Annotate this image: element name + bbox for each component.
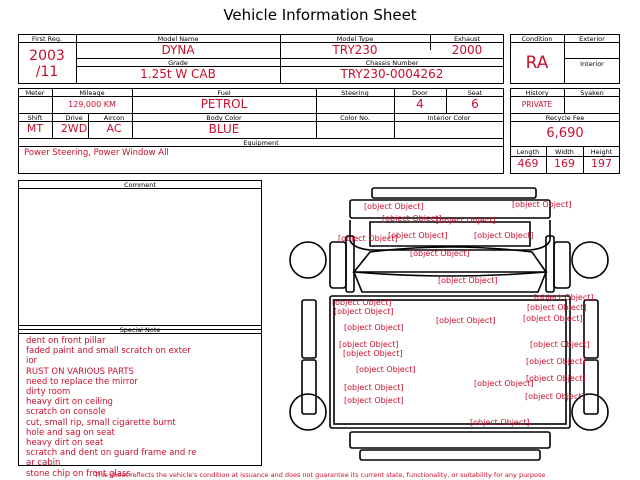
recycle-fee-value: 6,690 bbox=[546, 126, 584, 141]
grade-value: 1.25t W CAB bbox=[140, 67, 216, 81]
interior-label: Interior bbox=[580, 60, 604, 68]
mileage-value: 129,000 KM bbox=[68, 100, 116, 109]
exterior-label: Exterior bbox=[579, 35, 605, 43]
disclaimer-footer: This sheet reflects the vehicle's condition at issuance and does not guarantee its current state, functionality, or suitability for any purpose bbox=[94, 471, 546, 479]
damage-mark: [object Object] bbox=[436, 216, 496, 225]
syaken-label: Syaken bbox=[580, 89, 604, 97]
fuel-value: PETROL bbox=[200, 97, 248, 111]
interior-color-label: Interior Color bbox=[427, 114, 471, 122]
damage-mark: [object Object] bbox=[526, 357, 586, 366]
length-label: Length bbox=[516, 148, 540, 156]
exhaust-label: Exhaust bbox=[453, 35, 481, 43]
special-note-item: RUST ON VARIOUS PARTS bbox=[26, 366, 134, 377]
condition-value: RA bbox=[525, 53, 549, 73]
door-label: Door bbox=[412, 89, 428, 97]
door-value: 4 bbox=[416, 97, 424, 111]
fuel-label: Fuel bbox=[217, 89, 231, 97]
model-type-value: TRY230 bbox=[332, 43, 378, 57]
height-value: 197 bbox=[591, 157, 612, 170]
meter-label: Meter bbox=[25, 89, 45, 97]
steering-label: Steering bbox=[341, 89, 369, 97]
damage-mark: [object Object] bbox=[338, 234, 398, 243]
special-note-item: hole and sag on seat bbox=[26, 427, 115, 438]
aircon-value: AC bbox=[106, 122, 122, 135]
equipment-label: Equipment bbox=[243, 139, 279, 147]
comment-box bbox=[18, 180, 262, 330]
aircon-label: Aircon bbox=[103, 114, 125, 122]
body-color-value: BLUE bbox=[208, 122, 240, 136]
special-note-item: dirty room bbox=[26, 387, 71, 398]
damage-mark: [object Object] bbox=[512, 200, 572, 209]
first-reg-value: 2003 /11 bbox=[29, 48, 65, 80]
special-note-item: ior bbox=[26, 356, 38, 367]
model-name-value: DYNA bbox=[161, 43, 195, 57]
damage-mark: [object Object] bbox=[364, 202, 424, 211]
special-note-item: heavy dirt on seat bbox=[26, 438, 104, 449]
damage-mark: [object Object] bbox=[332, 298, 392, 307]
exhaust-value: 2000 bbox=[451, 43, 483, 57]
drive-label: Drive bbox=[65, 114, 83, 122]
damage-mark: [object Object] bbox=[388, 231, 448, 240]
damage-mark: [object Object] bbox=[474, 379, 534, 388]
damage-mark: [object Object] bbox=[343, 349, 403, 358]
length-value: 469 bbox=[517, 157, 539, 170]
damage-mark: [object Object] bbox=[438, 276, 498, 285]
special-note-item: faded paint and small scratch on exter bbox=[26, 346, 191, 357]
chassis-number-value: TRY230-0004262 bbox=[340, 67, 444, 81]
damage-mark: [object Object] bbox=[356, 365, 416, 374]
damage-mark: [object Object] bbox=[339, 340, 399, 349]
damage-mark: [object Object] bbox=[344, 323, 404, 332]
damage-mark: [object Object] bbox=[525, 392, 585, 401]
model-name-label: Model Name bbox=[157, 35, 199, 43]
first-reg-label: First Reg. bbox=[31, 35, 63, 43]
damage-mark: [object Object] bbox=[530, 340, 590, 349]
damage-mark: [object Object] bbox=[344, 396, 404, 405]
damage-mark: [object Object] bbox=[344, 383, 404, 392]
equipment-value: Power Steering, Power Window All bbox=[24, 148, 169, 158]
special-note-item: scratch on console bbox=[26, 407, 106, 418]
special-note-item: stone chip on front glass bbox=[26, 468, 131, 479]
shift-value: MT bbox=[26, 122, 44, 135]
special-note-list bbox=[26, 336, 260, 479]
special-note-item: scratch and dent on guard frame and re bbox=[26, 448, 197, 459]
special-note-item: ar cabin bbox=[26, 458, 61, 469]
damage-mark: [object Object] bbox=[470, 418, 530, 427]
special-note-item: cut, small rip, small cigarette burnt bbox=[26, 417, 176, 428]
seat-value: 6 bbox=[471, 97, 479, 111]
special-note-item: dent on front pillar bbox=[26, 336, 106, 346]
damage-mark: [object Object] bbox=[534, 293, 594, 302]
width-label: Width bbox=[555, 148, 574, 156]
grade-label: Grade bbox=[168, 59, 188, 67]
comment-label: Comment bbox=[124, 181, 156, 189]
damage-mark: [object Object] bbox=[436, 316, 496, 325]
damage-mark: [object Object] bbox=[526, 374, 586, 383]
shift-label: Shift bbox=[27, 114, 43, 122]
width-value: 169 bbox=[554, 157, 575, 170]
damage-mark: [object Object] bbox=[334, 307, 394, 316]
damage-mark: [object Object] bbox=[382, 214, 442, 223]
damage-mark: [object Object] bbox=[527, 303, 587, 312]
condition-label: Condition bbox=[521, 35, 553, 43]
history-label: History bbox=[525, 89, 549, 97]
special-note-item: need to replace the mirror bbox=[26, 376, 138, 387]
damage-mark: [object Object] bbox=[410, 249, 470, 258]
color-no-label: Color No. bbox=[340, 114, 370, 122]
special-note-label: Special Note bbox=[119, 326, 161, 334]
damage-mark: [object Object] bbox=[474, 231, 534, 240]
page-title: Vehicle Information Sheet bbox=[223, 6, 417, 24]
mileage-label: Mileage bbox=[79, 89, 105, 97]
drive-value: 2WD bbox=[60, 122, 88, 135]
special-note-item: heavy dirt on ceiling bbox=[26, 397, 113, 408]
body-color-label: Body Color bbox=[206, 114, 242, 122]
recycle-fee-label: Recycle Fee bbox=[545, 114, 585, 122]
height-label: Height bbox=[590, 148, 613, 156]
chassis-number-label: Chassis Number bbox=[365, 59, 419, 67]
model-type-label: Model Type bbox=[336, 35, 374, 43]
history-value: PRIVATE bbox=[521, 100, 553, 109]
seat-label: Seat bbox=[467, 89, 483, 97]
damage-mark: [object Object] bbox=[523, 314, 583, 323]
